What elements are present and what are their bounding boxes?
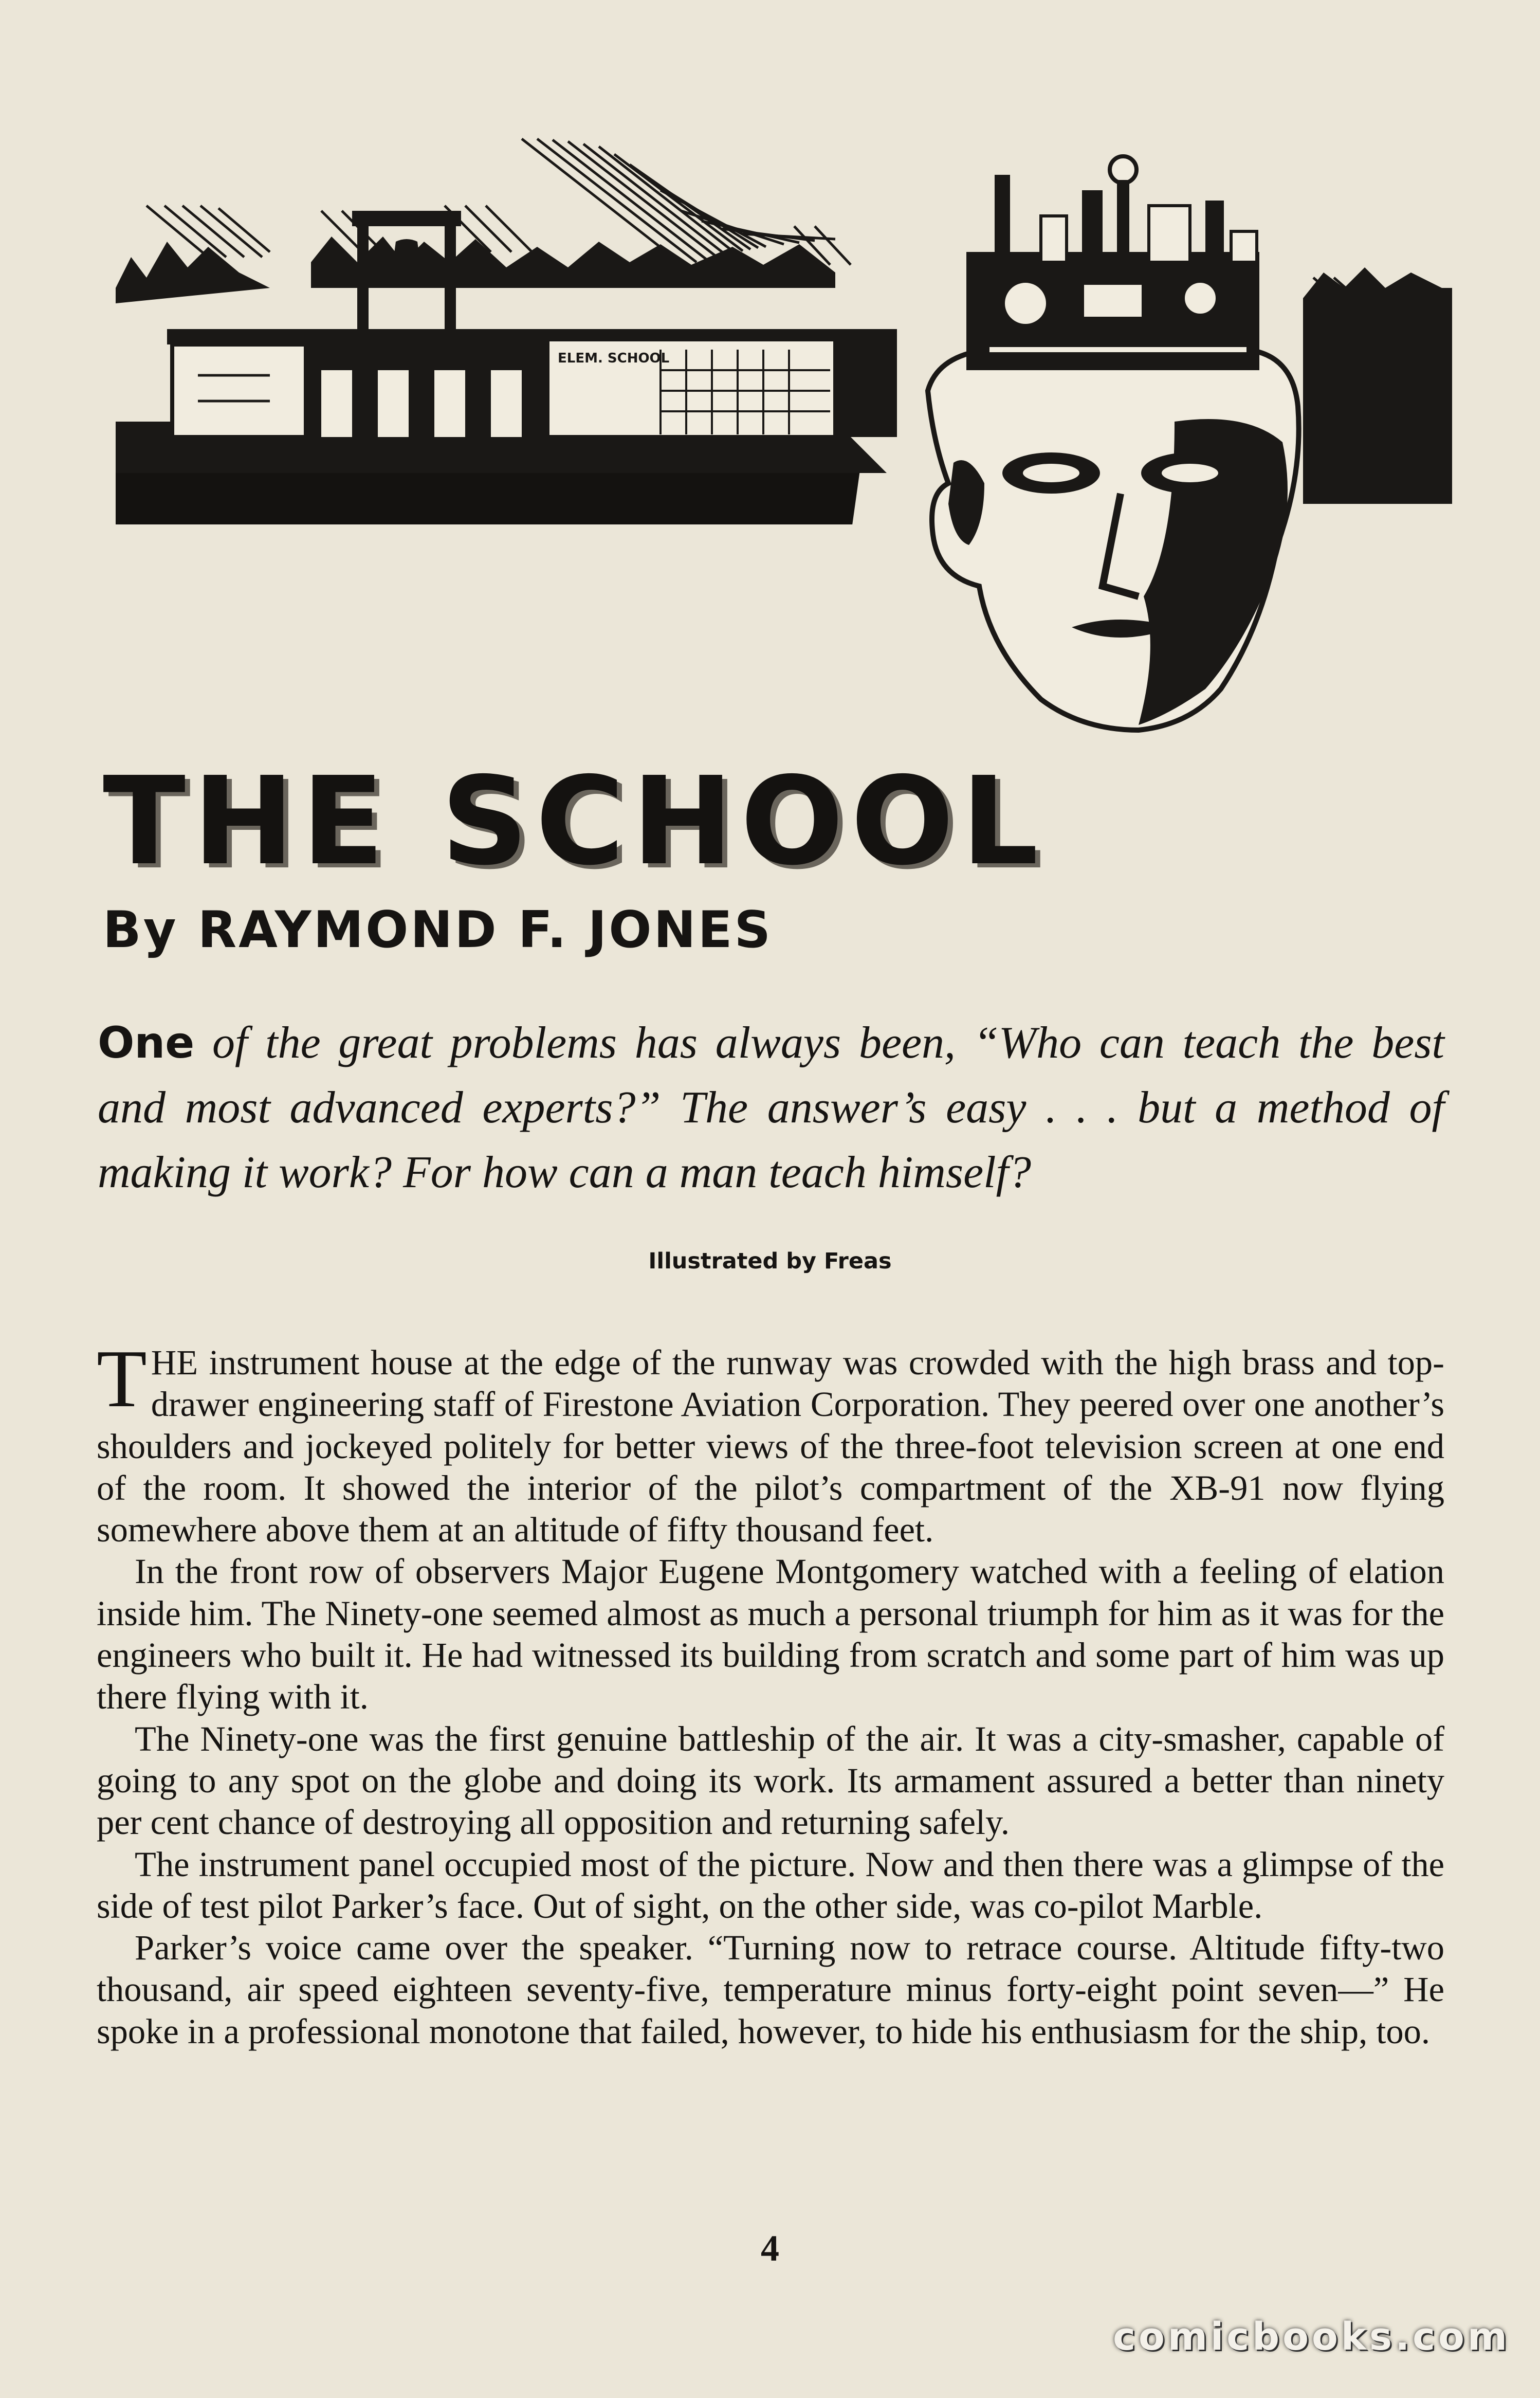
school-building [167,329,897,437]
blurb-lead-word: One [98,1018,195,1068]
story-paragraph: The instrument panel occupied most of the picture. Now and then there was a glimpse of the side of test pilot Parker’s face. Out of sight, on the other side, was co-pilot Marble. [97,1844,1444,1925]
story-blurb [98,1010,1444,1205]
story-body [97,1333,1444,2052]
story-byline: By RAYMOND F. JONES [103,901,773,959]
bell-tower-icon [352,211,461,332]
paragraph-text: HE instrument house at the edge of the runway was crowded with the high brass and top-drawer engineering staff of Firestone Aviation Corporation. They peered over one another’s shoulders and jockeyed politely for better views of the three-foot television screen at one end of the room. It showed the interior of the pilot’s compartment of the XB-91 now flying somewhere above them at an altitude of fifty thousand feet. [97,1343,1444,1550]
illustration-credit: Illustrated by Freas [648,1248,892,1274]
story-title: THE SCHOOL [103,751,1046,892]
story-paragraph: The Ninety-one was the first genuine battleship of the air. It was a city-smasher, capable of going to any spot on the globe and doing its work. Its armament assured a better than ninety per cent chance of destroying all opposition and returning safely. [97,1719,1444,1842]
robot-machine-head-icon [928,156,1299,730]
story-paragraph: In the front row of observers Major Eugene Montgomery watched with a feeling of elation inside him. The Ninety-one seemed almost as much a personal triumph for him as it was for the engineers who built it. He had witnessed its building from scratch and some part of him was up there flying with it. [97,1552,1444,1717]
driveway-stripe [116,473,859,524]
story-illustration [116,134,1452,740]
building-sign: ELEM. SCHOOL [558,351,670,366]
story-paragraph: Parker’s voice came over the speaker. “Turning now to retrace course. Altitude fifty-two thousand, air speed eighteen seventy-five, temperature minus forty-eight point seven—” He spoke in a professional monotone that failed, however, to hide his enthusiasm for the ship, too. [97,1928,1444,2051]
blurb-text: of the great problems has always been, “Who can teach the best and most advanced experts?” The answer’s easy . . . but a method of making it work? For how can a man teach himself? [98,1018,1444,1197]
site-watermark: comicbooks.com [1113,2315,1510,2359]
drop-cap: T [97,1333,147,1424]
right-trees [1303,267,1452,504]
page-number: 4 [761,2228,779,2269]
story-paragraph [97,1333,1444,1551]
